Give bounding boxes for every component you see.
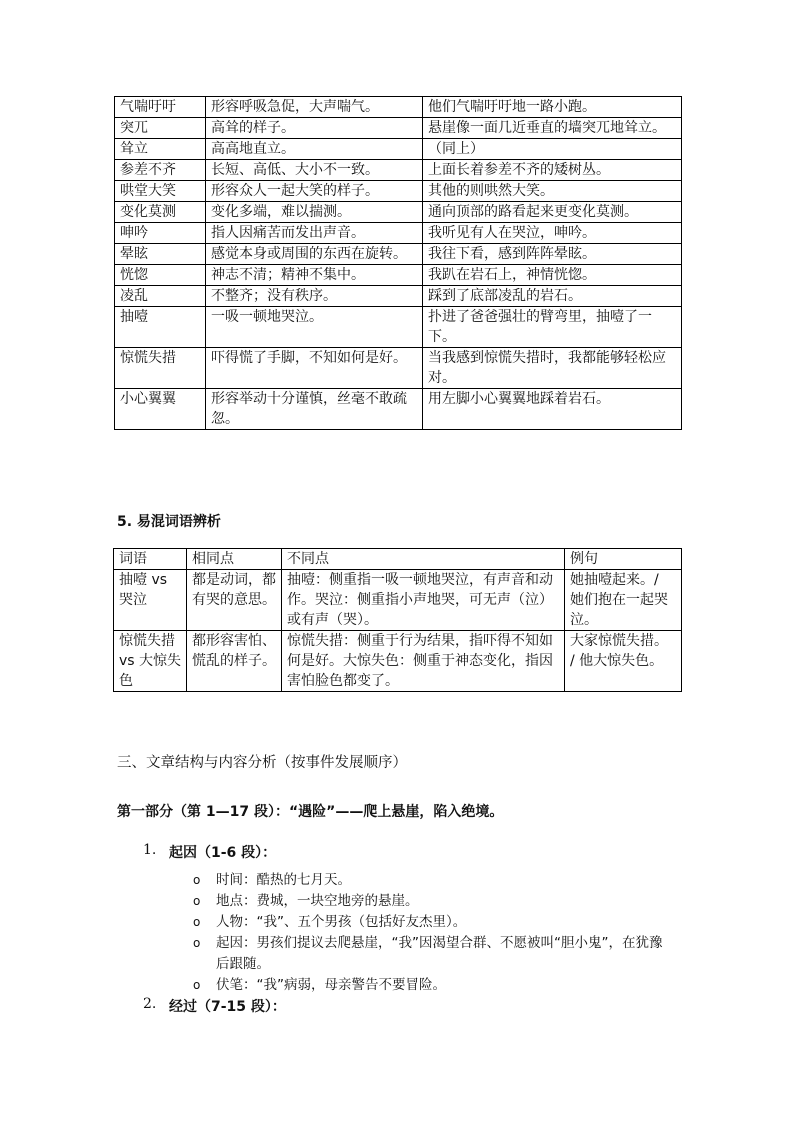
vocab-word-cell: 小心翼翼 bbox=[115, 389, 206, 430]
vocab-example-cell: 通向顶部的路看起来更变化莫测。 bbox=[423, 202, 682, 223]
vocab-meaning-cell: 神志不清；精神不集中。 bbox=[206, 265, 423, 286]
vocab-word-cell: 变化莫测 bbox=[115, 202, 206, 223]
example-cell: 大家惊慌失措。 / 他大惊失色。 bbox=[565, 631, 682, 692]
header-cell: 例句 bbox=[565, 549, 682, 570]
vocab-row bbox=[115, 348, 682, 389]
vocab-row bbox=[115, 202, 682, 223]
vocabulary-table bbox=[114, 96, 682, 430]
difference-cell: 抽噎：侧重指一吸一顿地哭泣，有声音和动作。哭泣：侧重指小声地哭，可无声（泣）或有声（哭）。 bbox=[282, 570, 565, 631]
vocab-example-cell: 当我感到惊慌失措时，我都能够轻松应对。 bbox=[423, 348, 682, 389]
vocab-word-cell: 惊慌失措 bbox=[115, 348, 206, 389]
bullet-marker: o bbox=[193, 936, 201, 950]
confusable-row bbox=[114, 570, 682, 631]
vocab-row bbox=[115, 139, 682, 160]
similarity-cell: 都形容害怕、慌乱的样子。 bbox=[187, 631, 282, 692]
vocab-meaning-cell: 一吸一顿地哭泣。 bbox=[206, 307, 423, 348]
vocab-meaning-cell: 高高地直立。 bbox=[206, 139, 423, 160]
section-3-title: 三、文章结构与内容分析（按事件发展顺序） bbox=[117, 755, 407, 771]
outline-number: 1. bbox=[143, 842, 157, 858]
bullet-marker: o bbox=[193, 894, 201, 908]
vocab-example-cell: 用左脚小心翼翼地踩着岩石。 bbox=[423, 389, 682, 430]
confusable-words-table bbox=[113, 548, 682, 692]
word-pair-cell: 抽噎 vs 哭泣 bbox=[114, 570, 187, 631]
vocab-word-cell: 晕眩 bbox=[115, 244, 206, 265]
vocab-example-cell: 他们气喘吁吁地一路小跑。 bbox=[423, 97, 682, 118]
bullet-marker: o bbox=[193, 915, 201, 929]
vocab-row bbox=[115, 118, 682, 139]
vocab-row bbox=[115, 389, 682, 430]
vocab-row bbox=[115, 181, 682, 202]
vocab-word-cell: 突兀 bbox=[115, 118, 206, 139]
outline-bullet-text: 时间：酷热的七月天。 bbox=[216, 872, 351, 888]
outline-bullet-text: 人物：“我”、五个男孩（包括好友杰里）。 bbox=[216, 914, 467, 930]
vocab-row bbox=[115, 265, 682, 286]
vocab-word-cell: 哄堂大笑 bbox=[115, 181, 206, 202]
vocab-row bbox=[115, 286, 682, 307]
header-cell: 不同点 bbox=[282, 549, 565, 570]
vocab-meaning-cell: 高耸的样子。 bbox=[206, 118, 423, 139]
vocab-meaning-cell: 形容举动十分谨慎，丝毫不敢疏忽。 bbox=[206, 389, 423, 430]
example-cell: 她抽噎起来。/ 她们抱在一起哭泣。 bbox=[565, 570, 682, 631]
vocab-example-cell: 悬崖像一面几近垂直的墙突兀地耸立。 bbox=[423, 118, 682, 139]
outline-number: 2. bbox=[143, 996, 157, 1012]
outline-title-cause: 起因（1-6 段）： bbox=[169, 845, 277, 861]
vocab-meaning-cell: 形容呼吸急促，大声喘气。 bbox=[206, 97, 423, 118]
vocab-example-cell: 其他的则哄然大笑。 bbox=[423, 181, 682, 202]
difference-cell: 惊慌失措：侧重于行为结果，指吓得不知如何是好。大惊失色：侧重于神态变化，指因害怕脸色都变了。 bbox=[282, 631, 565, 692]
vocab-word-cell: 呻吟 bbox=[115, 223, 206, 244]
confusable-table-body bbox=[114, 570, 682, 692]
vocab-meaning-cell: 吓得慌了手脚，不知如何是好。 bbox=[206, 348, 423, 389]
vocab-word-cell: 参差不齐 bbox=[115, 160, 206, 181]
outline-bullet-text: 起因：男孩们提议去爬悬崖，“我”因渴望合群、不愿被叫“胆小鬼”，在犹豫后跟随。 bbox=[216, 935, 663, 972]
vocab-word-cell: 凌乱 bbox=[115, 286, 206, 307]
vocab-example-cell: 我趴在岩石上，神情恍惚。 bbox=[423, 265, 682, 286]
vocabulary-table-body bbox=[115, 97, 682, 430]
vocab-example-cell: 我往下看，感到阵阵晕眩。 bbox=[423, 244, 682, 265]
confusable-row bbox=[114, 631, 682, 692]
outline-bullet-text: 地点：费城，一块空地旁的悬崖。 bbox=[216, 893, 419, 909]
bullet-marker: o bbox=[193, 978, 201, 992]
outline-bullet-text: 伏笔：“我”病弱，母亲警告不要冒险。 bbox=[216, 977, 446, 993]
vocab-meaning-cell: 长短、高低、大小不一致。 bbox=[206, 160, 423, 181]
vocab-word-cell: 恍惚 bbox=[115, 265, 206, 286]
vocab-example-cell: 上面长着参差不齐的矮树丛。 bbox=[423, 160, 682, 181]
vocab-example-cell: 扑进了爸爸强壮的臂弯里，抽噎了一下。 bbox=[423, 307, 682, 348]
outline-title-process: 经过（7-15 段）： bbox=[169, 999, 286, 1015]
vocab-meaning-cell: 不整齐；没有秩序。 bbox=[206, 286, 423, 307]
vocab-example-cell: 踩到了底部凌乱的岩石。 bbox=[423, 286, 682, 307]
word-pair-cell: 惊慌失措 vs 大惊失色 bbox=[114, 631, 187, 692]
similarity-cell: 都是动词，都有哭的意思。 bbox=[187, 570, 282, 631]
vocab-meaning-cell: 指人因痛苦而发出声音。 bbox=[206, 223, 423, 244]
vocab-row bbox=[115, 307, 682, 348]
section-5-title: 5. 易混词语辨析 bbox=[117, 514, 221, 530]
vocab-row bbox=[115, 97, 682, 118]
bullet-marker: o bbox=[193, 873, 201, 887]
part-1-title: 第一部分（第 1—17 段）：“遇险”——爬上悬崖，陷入绝境。 bbox=[117, 804, 504, 820]
vocab-row bbox=[115, 244, 682, 265]
vocab-example-cell: 我听见有人在哭泣，呻吟。 bbox=[423, 223, 682, 244]
header-cell: 词语 bbox=[114, 549, 187, 570]
vocab-row bbox=[115, 160, 682, 181]
confusable-table-header-row bbox=[114, 549, 682, 570]
vocab-word-cell: 气喘吁吁 bbox=[115, 97, 206, 118]
vocab-example-cell: （同上） bbox=[423, 139, 682, 160]
vocab-meaning-cell: 感觉本身或周围的东西在旋转。 bbox=[206, 244, 423, 265]
vocab-word-cell: 抽噎 bbox=[115, 307, 206, 348]
header-cell: 相同点 bbox=[187, 549, 282, 570]
vocab-row bbox=[115, 223, 682, 244]
vocab-word-cell: 耸立 bbox=[115, 139, 206, 160]
vocab-meaning-cell: 形容众人一起大笑的样子。 bbox=[206, 181, 423, 202]
vocab-meaning-cell: 变化多端，难以揣测。 bbox=[206, 202, 423, 223]
